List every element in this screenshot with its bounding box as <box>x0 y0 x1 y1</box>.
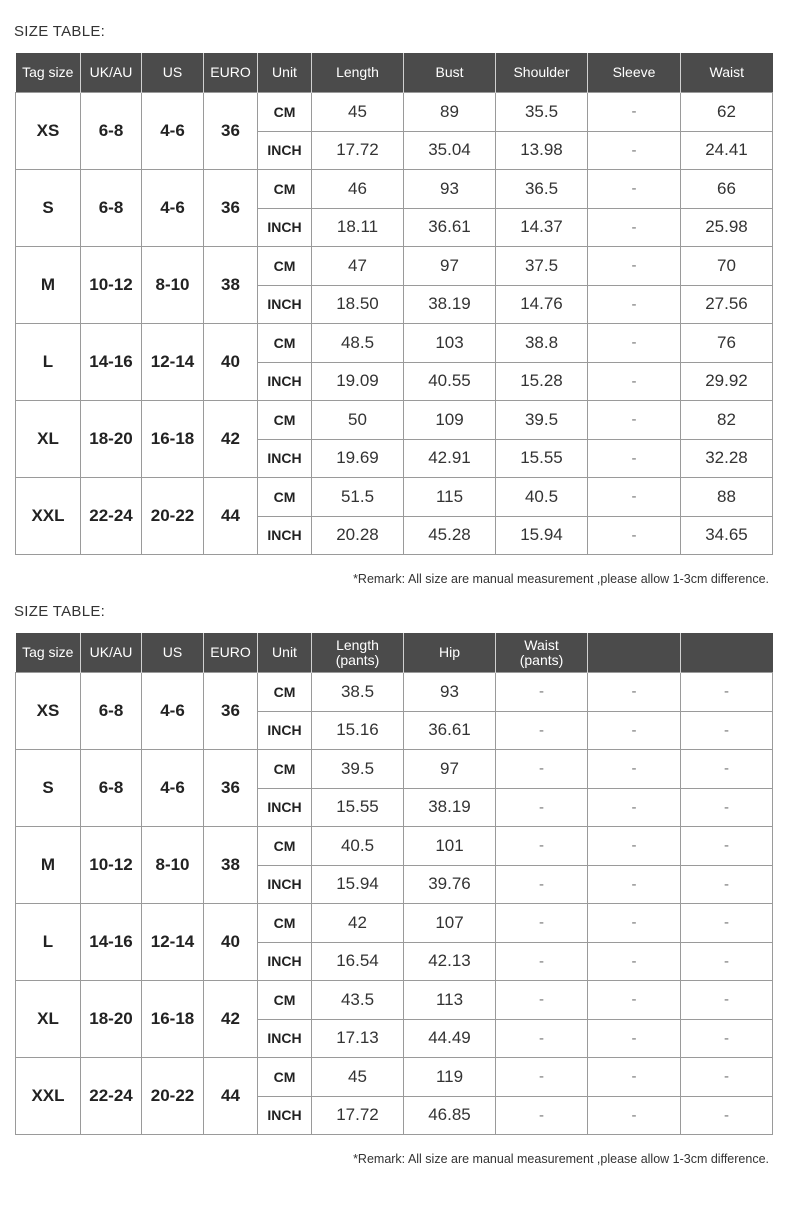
unit-cell: CM <box>258 324 312 363</box>
value-cell: 27.56 <box>681 285 773 324</box>
value-cell: 48.5 <box>312 324 404 363</box>
value-cell: 14.37 <box>496 208 588 247</box>
us-cell: 20-22 <box>142 1058 204 1135</box>
value-cell: 14.76 <box>496 285 588 324</box>
us-cell: 20-22 <box>142 478 204 555</box>
unit-cell: CM <box>258 1058 312 1097</box>
unit-cell: INCH <box>258 788 312 827</box>
column-header <box>258 53 312 93</box>
value-cell: 93 <box>404 170 496 209</box>
value-cell: 88 <box>681 478 773 517</box>
unit-cell: CM <box>258 981 312 1020</box>
uk-au-cell: 10-12 <box>81 827 142 904</box>
uk-au-cell: 22-24 <box>81 478 142 555</box>
value-cell: - <box>496 865 588 904</box>
tag-size-cell: XS <box>16 673 81 750</box>
column-header <box>81 53 142 93</box>
euro-cell: 36 <box>204 750 258 827</box>
value-cell: - <box>681 673 773 712</box>
unit-cell: CM <box>258 170 312 209</box>
tag-size-cell: XS <box>16 93 81 170</box>
value-cell: 15.55 <box>496 439 588 478</box>
us-cell: 4-6 <box>142 750 204 827</box>
value-cell: - <box>681 1058 773 1097</box>
value-cell: 39.5 <box>312 750 404 789</box>
value-cell: - <box>588 131 681 170</box>
unit-cell: CM <box>258 673 312 712</box>
value-cell: 51.5 <box>312 478 404 517</box>
euro-cell: 36 <box>204 170 258 247</box>
value-cell: 97 <box>404 750 496 789</box>
table-body <box>16 93 773 555</box>
uk-au-cell: 22-24 <box>81 1058 142 1135</box>
header-row <box>16 53 773 93</box>
us-cell: 8-10 <box>142 247 204 324</box>
value-cell: 97 <box>404 247 496 286</box>
value-cell: 40.5 <box>312 827 404 866</box>
value-cell: - <box>588 1058 681 1097</box>
value-cell: - <box>588 93 681 132</box>
value-cell: - <box>588 208 681 247</box>
value-cell: - <box>588 247 681 286</box>
value-cell: 103 <box>404 324 496 363</box>
column-header-text: Tag size <box>22 64 74 80</box>
value-cell: 39.76 <box>404 865 496 904</box>
value-cell: - <box>496 827 588 866</box>
column-header <box>496 53 588 93</box>
us-cell: 12-14 <box>142 324 204 401</box>
euro-cell: 38 <box>204 827 258 904</box>
unit-cell: CM <box>258 478 312 517</box>
value-cell: 45 <box>312 93 404 132</box>
unit-cell: INCH <box>258 516 312 555</box>
column-header-text: US <box>162 64 183 80</box>
value-cell: - <box>588 865 681 904</box>
unit-cell: INCH <box>258 1096 312 1135</box>
tag-size-cell: M <box>16 247 81 324</box>
value-cell: 16.54 <box>312 942 404 981</box>
unit-cell: CM <box>258 750 312 789</box>
table-row <box>16 93 773 132</box>
value-cell: 38.5 <box>312 673 404 712</box>
us-cell: 4-6 <box>142 170 204 247</box>
value-cell: - <box>496 1096 588 1135</box>
column-header <box>588 53 681 93</box>
tag-size-cell: XL <box>16 981 81 1058</box>
size-table-title: SIZE TABLE: <box>14 603 106 620</box>
column-header <box>588 633 681 673</box>
table-row <box>16 827 773 866</box>
column-header-text: Length <box>336 636 379 653</box>
unit-cell: INCH <box>258 711 312 750</box>
value-cell: 17.72 <box>312 1096 404 1135</box>
value-cell: 17.13 <box>312 1019 404 1058</box>
value-cell: 47 <box>312 247 404 286</box>
column-header <box>312 633 404 673</box>
value-cell: 76 <box>681 324 773 363</box>
value-cell: - <box>588 516 681 555</box>
unit-cell: INCH <box>258 362 312 401</box>
value-cell: 62 <box>681 93 773 132</box>
unit-cell: INCH <box>258 1019 312 1058</box>
value-cell: 15.94 <box>496 516 588 555</box>
value-cell: 29.92 <box>681 362 773 401</box>
value-cell: - <box>588 401 681 440</box>
column-header-text: Shoulder <box>513 64 570 80</box>
tag-size-cell: S <box>16 750 81 827</box>
size-table-top <box>15 53 773 555</box>
value-cell: 42 <box>312 904 404 943</box>
value-cell: 82 <box>681 401 773 440</box>
value-cell: 24.41 <box>681 131 773 170</box>
unit-cell: CM <box>258 904 312 943</box>
table-row <box>16 750 773 789</box>
table-row <box>16 170 773 209</box>
us-cell: 4-6 <box>142 673 204 750</box>
value-cell: 38.19 <box>404 285 496 324</box>
value-cell: 44.49 <box>404 1019 496 1058</box>
value-cell: 46 <box>312 170 404 209</box>
value-cell: - <box>588 750 681 789</box>
euro-cell: 44 <box>204 478 258 555</box>
value-cell: 101 <box>404 827 496 866</box>
value-cell: 115 <box>404 478 496 517</box>
tag-size-cell: XXL <box>16 1058 81 1135</box>
table-row <box>16 478 773 517</box>
value-cell: 19.69 <box>312 439 404 478</box>
value-cell: - <box>588 904 681 943</box>
value-cell: - <box>496 1019 588 1058</box>
us-cell: 16-18 <box>142 981 204 1058</box>
column-header-text: Tag size <box>22 644 74 660</box>
value-cell: 36.61 <box>404 208 496 247</box>
column-header <box>496 633 588 673</box>
value-cell: - <box>588 285 681 324</box>
value-cell: 70 <box>681 247 773 286</box>
value-cell: 113 <box>404 981 496 1020</box>
column-header-text: EURO <box>210 644 251 660</box>
value-cell: 17.72 <box>312 131 404 170</box>
unit-cell: INCH <box>258 439 312 478</box>
value-cell: 36.61 <box>404 711 496 750</box>
value-cell: - <box>496 750 588 789</box>
value-cell: - <box>496 673 588 712</box>
uk-au-cell: 6-8 <box>81 673 142 750</box>
value-cell: 15.16 <box>312 711 404 750</box>
table-row <box>16 981 773 1020</box>
value-cell: 35.04 <box>404 131 496 170</box>
value-cell: 32.28 <box>681 439 773 478</box>
euro-cell: 36 <box>204 673 258 750</box>
value-cell: - <box>588 439 681 478</box>
value-cell: 34.65 <box>681 516 773 555</box>
value-cell: 89 <box>404 93 496 132</box>
value-cell: - <box>588 673 681 712</box>
tag-size-cell: XL <box>16 401 81 478</box>
unit-cell: CM <box>258 247 312 286</box>
column-header <box>312 53 404 93</box>
column-header-text: UK/AU <box>89 644 133 660</box>
uk-au-cell: 6-8 <box>81 170 142 247</box>
column-header-text: Waist <box>524 636 559 653</box>
value-cell: - <box>681 942 773 981</box>
value-cell: - <box>496 904 588 943</box>
value-cell: 18.11 <box>312 208 404 247</box>
value-cell: 40.55 <box>404 362 496 401</box>
column-header <box>142 633 204 673</box>
column-header-text: Unit <box>272 64 297 80</box>
euro-cell: 42 <box>204 401 258 478</box>
table-row <box>16 324 773 363</box>
column-header-text: (pants) <box>519 651 564 668</box>
column-header-text: Hip <box>438 644 460 660</box>
size-table-title: SIZE TABLE: <box>14 23 106 40</box>
euro-cell: 44 <box>204 1058 258 1135</box>
euro-cell: 38 <box>204 247 258 324</box>
uk-au-cell: 14-16 <box>81 904 142 981</box>
value-cell: 107 <box>404 904 496 943</box>
uk-au-cell: 18-20 <box>81 981 142 1058</box>
value-cell: 13.98 <box>496 131 588 170</box>
remark-note: *Remark: All size are manual measurement ,please allow 1-3cm difference. <box>353 572 769 586</box>
value-cell: - <box>681 865 773 904</box>
column-header-text: EURO <box>210 64 251 80</box>
value-cell: - <box>681 904 773 943</box>
column-header-text: UK/AU <box>89 64 133 80</box>
us-cell: 12-14 <box>142 904 204 981</box>
column-header <box>16 633 81 673</box>
column-header-text: Bust <box>435 64 464 80</box>
value-cell: - <box>588 170 681 209</box>
value-cell: 15.28 <box>496 362 588 401</box>
euro-cell: 40 <box>204 904 258 981</box>
table-row <box>16 247 773 286</box>
tag-size-cell: XXL <box>16 478 81 555</box>
value-cell: 45.28 <box>404 516 496 555</box>
column-header-text: Sleeve <box>612 64 656 80</box>
value-cell: - <box>588 1096 681 1135</box>
value-cell: 38.8 <box>496 324 588 363</box>
table-row <box>16 401 773 440</box>
unit-cell: CM <box>258 401 312 440</box>
us-cell: 8-10 <box>142 827 204 904</box>
column-header-text: Waist <box>709 64 744 80</box>
value-cell: 36.5 <box>496 170 588 209</box>
column-header <box>404 53 496 93</box>
table-header <box>16 53 773 93</box>
value-cell: 46.85 <box>404 1096 496 1135</box>
value-cell: - <box>681 827 773 866</box>
value-cell: - <box>496 942 588 981</box>
column-header <box>81 633 142 673</box>
value-cell: - <box>588 362 681 401</box>
unit-cell: CM <box>258 93 312 132</box>
value-cell: 25.98 <box>681 208 773 247</box>
column-header-text: (pants) <box>335 651 380 668</box>
value-cell: 50 <box>312 401 404 440</box>
value-cell: 38.19 <box>404 788 496 827</box>
value-cell: 45 <box>312 1058 404 1097</box>
euro-cell: 42 <box>204 981 258 1058</box>
value-cell: - <box>681 788 773 827</box>
value-cell: 42.91 <box>404 439 496 478</box>
uk-au-cell: 6-8 <box>81 750 142 827</box>
column-header <box>681 633 773 673</box>
value-cell: - <box>496 1058 588 1097</box>
unit-cell: CM <box>258 827 312 866</box>
value-cell: 18.50 <box>312 285 404 324</box>
tag-size-cell: L <box>16 324 81 401</box>
header-row <box>16 633 773 673</box>
column-header <box>258 633 312 673</box>
value-cell: - <box>588 711 681 750</box>
value-cell: - <box>496 981 588 1020</box>
uk-au-cell: 10-12 <box>81 247 142 324</box>
value-cell: - <box>588 324 681 363</box>
column-header <box>204 53 258 93</box>
value-cell: - <box>681 750 773 789</box>
column-header-text: Length <box>336 64 379 80</box>
value-cell: - <box>588 942 681 981</box>
column-header <box>204 633 258 673</box>
value-cell: 15.55 <box>312 788 404 827</box>
uk-au-cell: 18-20 <box>81 401 142 478</box>
unit-cell: INCH <box>258 865 312 904</box>
value-cell: 119 <box>404 1058 496 1097</box>
value-cell: 35.5 <box>496 93 588 132</box>
us-cell: 4-6 <box>142 93 204 170</box>
value-cell: - <box>681 1096 773 1135</box>
column-header-text: US <box>162 644 183 660</box>
uk-au-cell: 6-8 <box>81 93 142 170</box>
value-cell: 109 <box>404 401 496 440</box>
unit-cell: INCH <box>258 208 312 247</box>
column-header <box>16 53 81 93</box>
table-row <box>16 1058 773 1097</box>
value-cell: 66 <box>681 170 773 209</box>
tag-size-cell: L <box>16 904 81 981</box>
euro-cell: 36 <box>204 93 258 170</box>
value-cell: 19.09 <box>312 362 404 401</box>
value-cell: 15.94 <box>312 865 404 904</box>
value-cell: 40.5 <box>496 478 588 517</box>
table-body <box>16 673 773 1135</box>
value-cell: - <box>496 788 588 827</box>
tag-size-cell: M <box>16 827 81 904</box>
remark-note: *Remark: All size are manual measurement ,please allow 1-3cm difference. <box>353 1152 769 1166</box>
unit-cell: INCH <box>258 131 312 170</box>
unit-cell: INCH <box>258 942 312 981</box>
value-cell: - <box>496 711 588 750</box>
value-cell: - <box>588 788 681 827</box>
uk-au-cell: 14-16 <box>81 324 142 401</box>
value-cell: 20.28 <box>312 516 404 555</box>
value-cell: 37.5 <box>496 247 588 286</box>
value-cell: - <box>588 827 681 866</box>
table-row <box>16 904 773 943</box>
column-header <box>404 633 496 673</box>
value-cell: - <box>588 1019 681 1058</box>
table-row <box>16 673 773 712</box>
euro-cell: 40 <box>204 324 258 401</box>
value-cell: 39.5 <box>496 401 588 440</box>
column-header <box>681 53 773 93</box>
size-table-bottom <box>15 633 773 1135</box>
value-cell: 42.13 <box>404 942 496 981</box>
unit-cell: INCH <box>258 285 312 324</box>
column-header <box>142 53 204 93</box>
value-cell: - <box>588 478 681 517</box>
value-cell: 93 <box>404 673 496 712</box>
value-cell: - <box>681 711 773 750</box>
column-header-text: Unit <box>272 644 297 660</box>
value-cell: - <box>681 1019 773 1058</box>
value-cell: - <box>588 981 681 1020</box>
tag-size-cell: S <box>16 170 81 247</box>
us-cell: 16-18 <box>142 401 204 478</box>
value-cell: 43.5 <box>312 981 404 1020</box>
value-cell: - <box>681 981 773 1020</box>
table-header <box>16 633 773 673</box>
